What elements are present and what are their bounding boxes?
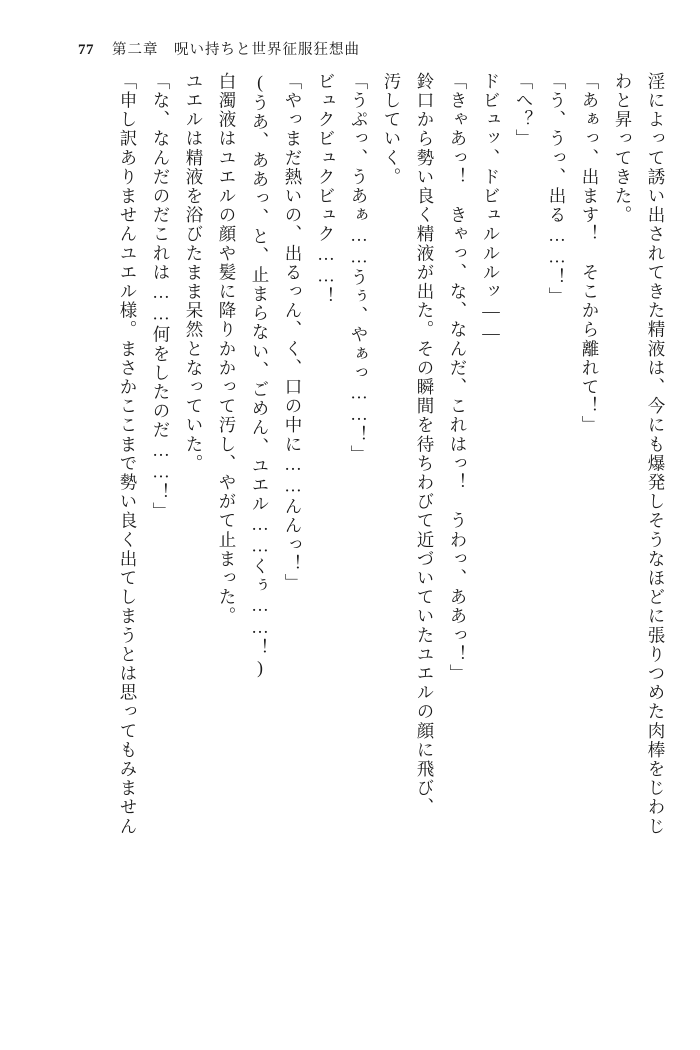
text-column: 「申し訳ありませんユエル様。まさかここまで勢い良く出てしまうとは思ってもみません: [118, 72, 138, 836]
text-column: 淫によって誘い出されてきた精液は、今にも爆発しそうなほどに張りつめた肉棒をじわじ: [646, 72, 666, 836]
text-column: ユエルは精液を浴びたまま呆然となっていた。: [184, 72, 204, 474]
text-column: ビュクビュクビュク……！: [316, 72, 336, 307]
text-column: 「きゃあっ！ きゃっ、な、なんだ、これはっ！ うわっ、ああっ！」: [448, 72, 468, 684]
text-column: (うあ、ああっ、と、止まらない、ごめん、ユエル……くぅ……！): [250, 72, 270, 680]
text-column: 「やっまだ熱いの、出るっん、く、口の中に……んんっ！」: [283, 72, 303, 593]
text-column: 「へ？」: [514, 72, 534, 149]
running-head: [78, 38, 360, 59]
text-column: 鈴口から勢い良く精液が出た。その瞬間を待ちわびて近づいていたユエルの顔に飛び、: [415, 72, 435, 817]
chapter-title: 第二章 呪い持ちと世界征服狂想曲: [112, 42, 360, 58]
text-column: 白濁液はユエルの顔や髪に降りかかって汚し、やがて止まった。: [217, 72, 237, 626]
text-column: ドビュッ、ドビュルルルッ――: [481, 72, 501, 345]
text-column: 「う、うっ、出る……！」: [547, 72, 567, 307]
text-column: 「あぁっ、出ます！ そこから離れて！」: [580, 72, 600, 435]
text-column: わと昇ってきた。: [613, 72, 633, 225]
text-column: 「うぷっ、うあぁ……うぅ、やぁっ……！」: [349, 72, 369, 464]
vertical-text-body: [40, 72, 664, 1022]
page-number: 77: [78, 42, 94, 58]
text-column: 「な、なんだのだこれは……何をしたのだ……！」: [151, 72, 171, 522]
text-column: 汚していく。: [382, 72, 402, 187]
